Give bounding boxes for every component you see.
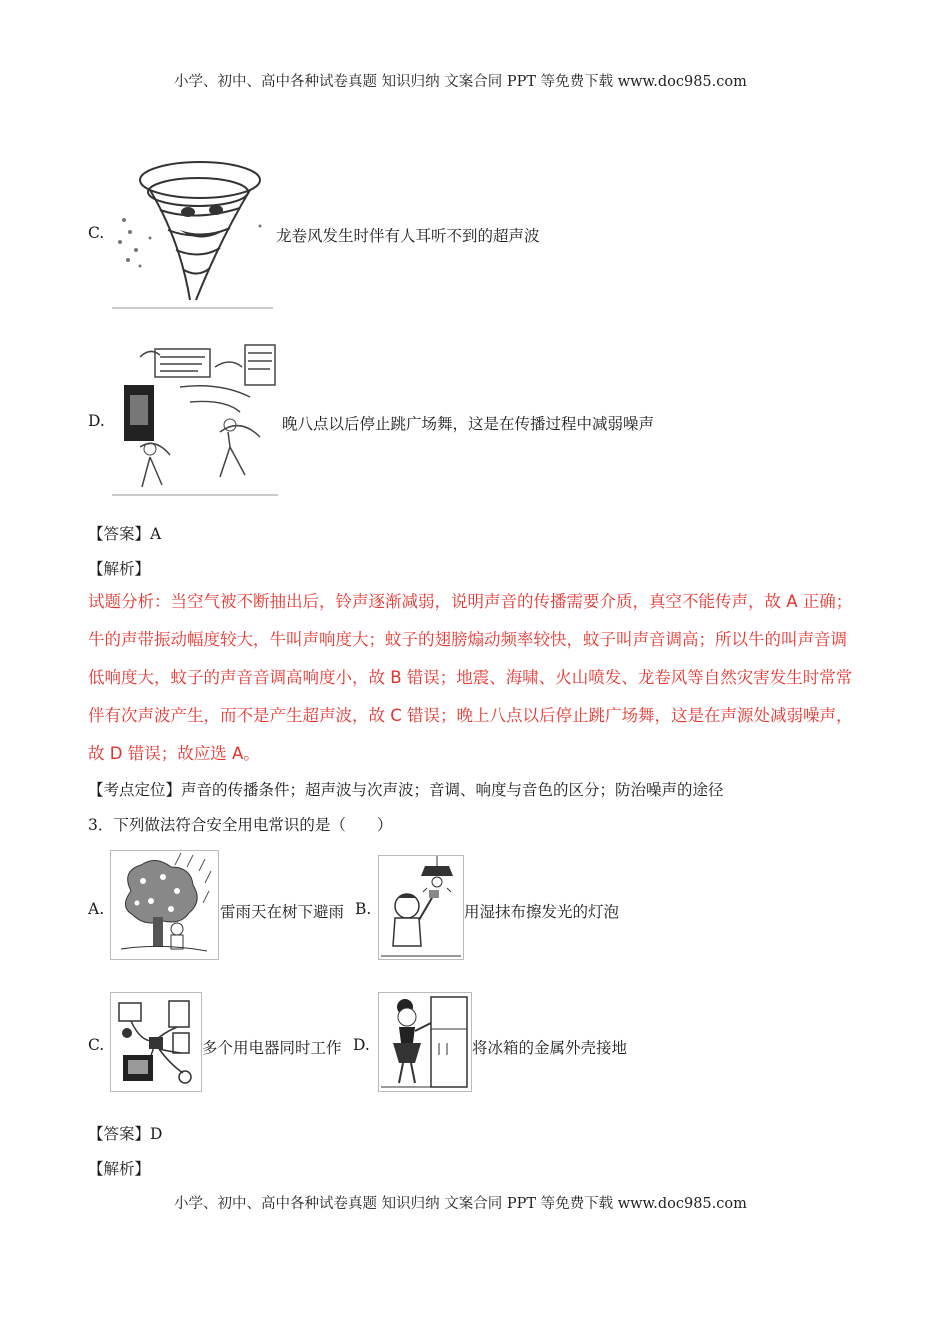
q2-option-d-text: 晚八点以后停止跳广场舞，这是在传播过程中减弱噪声 (282, 415, 655, 433)
q3-analysis-title: 【解析】 (88, 1160, 151, 1178)
lamp-cloth-illustration (378, 855, 464, 960)
q2-option-c-label: C. (88, 224, 105, 242)
page-footer: 小学、初中、高中各种试卷真题 知识归纳 文案合同 PPT 等免费下载 www.doc985.com (174, 1196, 747, 1212)
q2-keypoint: 【考点定位】声音的传播条件；超声波与次声波；音调、响度与音色的区分；防治噪声的途径 (88, 781, 724, 799)
q3-answer: 【答案】D (88, 1125, 163, 1143)
fridge-ground-illustration (378, 992, 472, 1092)
q3-option-b-label: B. (355, 900, 372, 918)
q3-option-d-text: 将冰箱的金属外壳接地 (472, 1039, 628, 1057)
square-dance-illustration (110, 337, 280, 497)
tornado-illustration (110, 150, 275, 310)
q2-analysis-line: 牛的声带振动幅度较大，牛叫声响度大；蚊子的翅膀煽动频率较快，蚊子叫声音调高；所以牛的叫声音调 (88, 630, 847, 649)
q2-analysis-line: 故 D 错误；故应选 A。 (88, 744, 260, 763)
page-header: 小学、初中、高中各种试卷真题 知识归纳 文案合同 PPT 等免费下载 www.doc985.com (174, 74, 747, 90)
q2-analysis-line: 试题分析：当空气被不断抽出后，铃声逐渐减弱，说明声音的传播需要介质，真空不能传声，故 A 正确； (88, 592, 853, 611)
q2-option-d-label: D. (88, 412, 105, 430)
q2-analysis-line: 伴有次声波产生，而不是产生超声波，故 C 错误；晚上八点以后停止跳广场舞，这是在声源处减弱噪声， (88, 706, 853, 725)
q3-option-a-text: 雷雨天在树下避雨 (220, 903, 345, 921)
q3-option-a-label: A. (88, 900, 105, 918)
q2-option-c-text: 龙卷风发生时伴有人耳听不到的超声波 (276, 227, 540, 245)
q3-option-b-text: 用湿抹布擦发光的灯泡 (464, 903, 620, 921)
tree-rain-illustration (110, 850, 219, 960)
q3-option-c-label: C. (88, 1036, 105, 1054)
q2-analysis-title: 【解析】 (88, 560, 151, 578)
q3-option-d-label: D. (353, 1036, 370, 1054)
multi-appliance-illustration (110, 992, 202, 1092)
q2-answer: 【答案】A (88, 525, 162, 543)
q2-analysis-line: 低响度大，蚊子的声音音调高响度小，故 B 错误；地震、海啸、火山喷发、龙卷风等自然灾害发生时常常 (88, 668, 853, 687)
q3-option-c-text: 多个用电器同时工作 (202, 1039, 342, 1057)
q3-stem: 3．下列做法符合安全用电常识的是（ ） (88, 816, 393, 834)
